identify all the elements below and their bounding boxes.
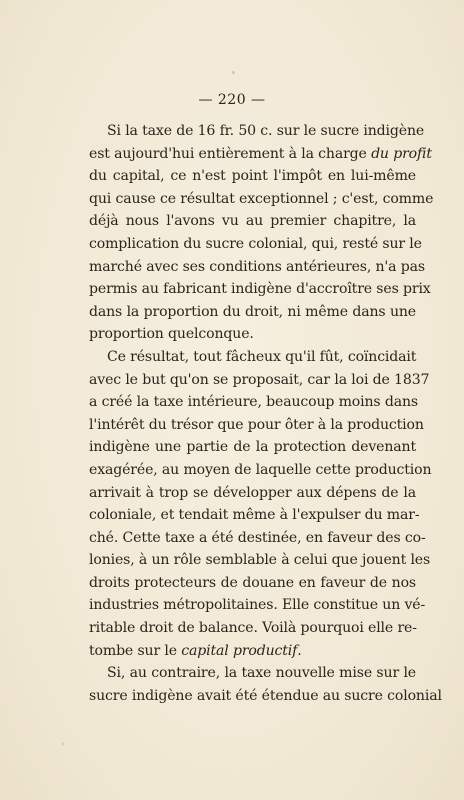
text-segment: a créé la taxe intérieure, beaucoup moins dans	[89, 394, 418, 411]
body-text	[89, 120, 442, 707]
text-line	[89, 188, 434, 211]
paper-speck	[232, 71, 235, 74]
text-line	[89, 323, 416, 346]
text-line	[89, 369, 430, 392]
text-line	[89, 256, 425, 279]
text-segment: est aujourd'hui entièrement à la charge	[89, 145, 372, 162]
page-number: — 220 —	[198, 92, 266, 108]
text-segment: complication du sucre colonial, qui, resté sur le	[89, 235, 422, 252]
text-segment: indigène une partie de la protection devenant	[89, 439, 416, 456]
text-line	[89, 278, 431, 301]
text-line	[89, 414, 424, 437]
text-line	[89, 120, 425, 143]
text-line	[89, 346, 416, 369]
text-line	[89, 165, 416, 188]
text-line	[89, 233, 422, 256]
text-line	[89, 210, 416, 233]
text-segment: marché avec ses conditions antérieures, n'a pas	[89, 258, 425, 275]
text-line	[89, 594, 426, 617]
text-segment: Ce résultat, tout fâcheux qu'il fût, coïncidait	[107, 348, 417, 365]
text-segment: industries métropolitaines. Elle constitue un vé-	[89, 597, 426, 614]
text-line	[89, 662, 416, 685]
text-line	[89, 301, 416, 324]
text-line	[89, 549, 431, 572]
paragraph	[89, 662, 442, 707]
text-line	[89, 436, 416, 459]
paragraph	[89, 346, 432, 662]
paper-speck	[62, 742, 64, 746]
text-line	[89, 572, 416, 595]
text-segment: avec le but qu'on se proposait, car la loi de 1837	[89, 371, 430, 388]
text-segment: sucre indigène avait été étendue au sucre colonial	[89, 687, 442, 704]
text-segment: ché. Cette taxe a été destinée, en faveur des co-	[89, 529, 426, 546]
text-segment: dans la proportion du droit, ni même dans une	[89, 303, 416, 320]
paragraph	[89, 120, 434, 346]
text-line	[89, 527, 426, 550]
text-segment: arrivait à trop se développer aux dépens de la	[89, 484, 416, 501]
text-segment: qui cause ce résultat exceptionnel ; c'est, comme	[89, 190, 434, 207]
text-line	[89, 391, 416, 414]
text-line	[89, 617, 416, 640]
text-segment: coloniale, et tendait même à l'expulser du mar-	[89, 507, 420, 524]
text-line	[89, 685, 442, 708]
text-line	[89, 504, 420, 527]
text-line	[89, 143, 432, 166]
text-segment: tombe sur le	[89, 642, 182, 659]
italic-text: capital productif	[181, 642, 298, 659]
text-segment: exagérée, au moyen de laquelle cette production	[89, 461, 432, 478]
text-line	[89, 640, 416, 663]
text-line	[89, 482, 416, 505]
text-segment: droits protecteurs de douane en faveur de nos	[89, 574, 416, 591]
text-segment: lonies, à un rôle semblable à celui que jouent les	[89, 552, 431, 569]
text-segment: ritable droit de balance. Voilà pourquoi elle re-	[89, 620, 417, 637]
text-segment: Si, au contraire, la taxe nouvelle mise sur le	[107, 665, 416, 682]
text-line	[89, 459, 432, 482]
italic-text: du profit	[371, 145, 432, 162]
text-segment: du capital, ce n'est point l'impôt en lui-même	[89, 168, 416, 185]
text-segment: déjà nous l'avons vu au premier chapitre, la	[89, 213, 416, 230]
text-segment: l'intérêt du trésor que pour ôter à la production	[89, 416, 424, 433]
text-segment: permis au fabricant indigène d'accroître ses prix	[89, 281, 431, 298]
text-segment: .	[297, 642, 302, 659]
text-segment: proportion quelconque.	[89, 326, 254, 343]
text-segment: Si la taxe de 16 fr. 50 c. sur le sucre indigène	[107, 123, 425, 139]
